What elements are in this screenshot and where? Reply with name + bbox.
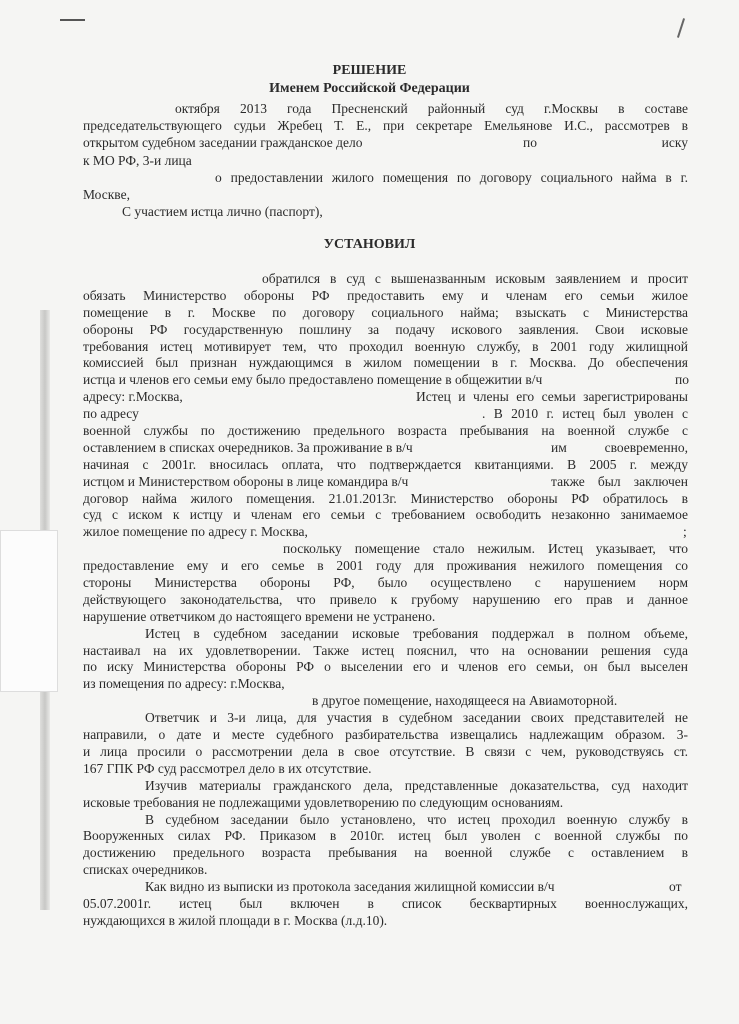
line-text: С участием истца лично (паспорт), [122, 204, 323, 220]
line-text: оставлением в списках очередников. За проживание в в/ч [83, 439, 413, 455]
text-line [83, 710, 688, 727]
text-line [83, 152, 688, 169]
line-text-continued: им своевременно, [551, 439, 688, 455]
line-text: по адресу [83, 406, 139, 422]
line-text: суд с иском к истцу и членам его семьи с требованием освободить незаконно занимаемое [83, 507, 688, 523]
line-text: 167 ГПК РФ суд рассмотрел дело в их отсутствие. [83, 760, 372, 776]
line-text-continued: . В 2010 г. истец был уволен с [482, 406, 688, 422]
line-text-continued: от [669, 879, 682, 895]
text-line [83, 271, 688, 288]
line-text: стороны Министерства обороны РФ, было осуществлено с нарушением норм [83, 575, 688, 591]
text-line [83, 134, 688, 151]
line-text: действующего законодательства, что привело к грубому нарушению его прав и данное [83, 591, 688, 607]
text-line [83, 423, 688, 440]
text-line [83, 474, 688, 491]
text-line [83, 693, 688, 710]
line-text: председательствующего судьи Жребец Т. Е., при секретаре Емельянове И.С., рассмотрев в [83, 118, 688, 134]
scan-mark [677, 18, 685, 38]
text-line [83, 457, 688, 474]
text-line [83, 406, 688, 423]
line-text: обязать Министерство обороны РФ предоставить ему и членам его семьи жилое [83, 287, 688, 303]
line-text: из помещения по адресу: г.Москва, [83, 676, 285, 692]
line-text: военной службы по достижению предельного возраста пребывания на военной службе с [83, 423, 688, 439]
line-text-continued: ; [683, 524, 687, 540]
line-text: исковые требования не подлежащими удовлетворению по следующим основаниям. [83, 794, 564, 810]
text-line [83, 117, 688, 134]
text-line [83, 169, 688, 186]
line-text: В судебном заседании было установлено, что истец проходил военную службу в [145, 811, 688, 827]
line-text: поскольку помещение стало нежилым. Истец указывает, что [283, 541, 688, 557]
text-line [83, 659, 688, 676]
text-line [83, 896, 688, 913]
intro-block [83, 100, 688, 220]
paper-patch [0, 530, 58, 692]
text-line [83, 288, 688, 305]
text-line [83, 524, 688, 541]
line-text: обороны РФ государственную пошлину за подачу искового заявления. Свои исковые [83, 321, 688, 337]
text-line [83, 440, 688, 457]
line-text: Ответчик и 3-и лица, для участия в судебном заседании своих представителей не [145, 710, 688, 726]
line-text-continued: также был заключен [551, 473, 688, 489]
section-heading: УСТАНОВИЛ [323, 237, 416, 252]
line-text: обратился в суд с вышеназванным исковым заявлением и просит [262, 271, 688, 286]
text-line [83, 507, 688, 524]
scan-mark [60, 19, 85, 21]
document-subtitle: Именем Российской Федерации [269, 81, 470, 96]
line-text: помещение в г. Москве по договору социального найма; взыскать с Министерства [83, 304, 688, 320]
text-line [83, 541, 688, 558]
line-text: Изучив материалы гражданского дела, представленные доказательства, суд находит [145, 777, 688, 793]
text-line [83, 744, 688, 761]
text-line [83, 186, 688, 203]
line-text: по иску Министерства обороны РФ о выселении его и членов его семьи, он был выселен [83, 659, 688, 675]
text-line [83, 845, 688, 862]
line-text: открытом судебном заседании гражданское дело [83, 135, 363, 151]
text-line [83, 879, 688, 896]
line-text: нарушение ответчиком до настоящего времени не устранено. [83, 608, 436, 624]
text-line [83, 913, 688, 930]
text-line [83, 643, 688, 660]
line-text: адресу: г.Москва, [83, 389, 183, 405]
line-text: требования истец мотивирует тем, что проходил военную службу, в 2001 году жилищной [83, 338, 688, 354]
line-text: истцом и Министерством обороны в лице командира в/ч [83, 473, 409, 489]
text-line [83, 761, 688, 778]
text-line [83, 305, 688, 322]
line-text: о предоставлении жилого помещения по договору социального найма в г. [215, 169, 688, 185]
line-text: нуждающихся в жилой площади в г. Москва (л.д.10). [83, 912, 388, 928]
body-block [83, 271, 688, 930]
line-text: Истец в судебном заседании исковые требования поддержал в полном объеме, [145, 625, 688, 641]
text-line [83, 609, 688, 626]
line-text: начиная с 2001г. вносилась оплата, что подтверждается квитанциями. В 2005 г. между [83, 456, 688, 472]
text-line [83, 575, 688, 592]
line-text: к МО РФ, 3-и лица [83, 152, 192, 168]
text-line [83, 100, 688, 117]
text-line [83, 372, 688, 389]
line-text-continued: по иску [523, 135, 688, 151]
line-text: Вооруженных силах РФ. Приказом в 2010г. истец был уволен с военной службы по [83, 828, 688, 844]
line-text: Москве, [83, 186, 130, 202]
text-line [83, 862, 688, 879]
text-line [83, 322, 688, 339]
line-text: и лица просили о рассмотрении дела в свое отсутствие. В связи с чем, руководствуясь ст. [83, 743, 688, 759]
line-text: в другое помещение, находящееся на Авиамоторной. [312, 693, 618, 709]
line-text-continued: Истец и члены его семьи зарегистрированы [416, 389, 688, 405]
line-text: Как видно из выписки из протокола заседания жилищной комиссии в/ч [145, 879, 555, 895]
line-text: истца и членов его семьи ему было предоставлено помещение в общежитии в/ч [83, 372, 543, 388]
line-text: договор найма жилого помещения. 21.01.2013г. Министерство обороны РФ обратилось в [83, 490, 688, 506]
text-line [83, 355, 688, 372]
line-text: комиссией был признан нуждающимся в жилом помещении в г. Москва. До обеспечения [83, 355, 688, 371]
text-line [83, 626, 688, 643]
line-text: предоставление ему и его семье в 2001 году для проживания нежилого помещения со [83, 558, 688, 574]
text-line [83, 389, 688, 406]
line-text-continued: по [675, 372, 689, 388]
text-line [83, 795, 688, 812]
text-line [83, 558, 688, 575]
text-line [83, 339, 688, 356]
line-text: 05.07.2001г. истец был включен в список бесквартирных военнослужащих, [83, 895, 688, 911]
text-line [83, 203, 688, 220]
line-text: направили, о дате и месте судебного разбирательства извещались надлежащим образом. 3- [83, 727, 688, 743]
line-text: жилое помещение по адресу г. Москва, [83, 524, 308, 540]
text-line [83, 812, 688, 829]
text-line [83, 592, 688, 609]
line-text: списках очередников. [83, 862, 208, 878]
text-line [83, 828, 688, 845]
line-text: достижению предельного возраста пребывания на военной службе с оставлением в [83, 845, 688, 861]
text-line [83, 778, 688, 795]
text-line [83, 676, 688, 693]
text-line [83, 491, 688, 508]
text-line [83, 727, 688, 744]
document-title: РЕШЕНИЕ [332, 63, 407, 78]
line-text: настаивал на их удовлетворении. Также истец пояснил, что на основании решения суда [83, 642, 688, 658]
line-text: октября 2013 года Пресненский районный суд г.Москвы в составе [175, 101, 688, 116]
